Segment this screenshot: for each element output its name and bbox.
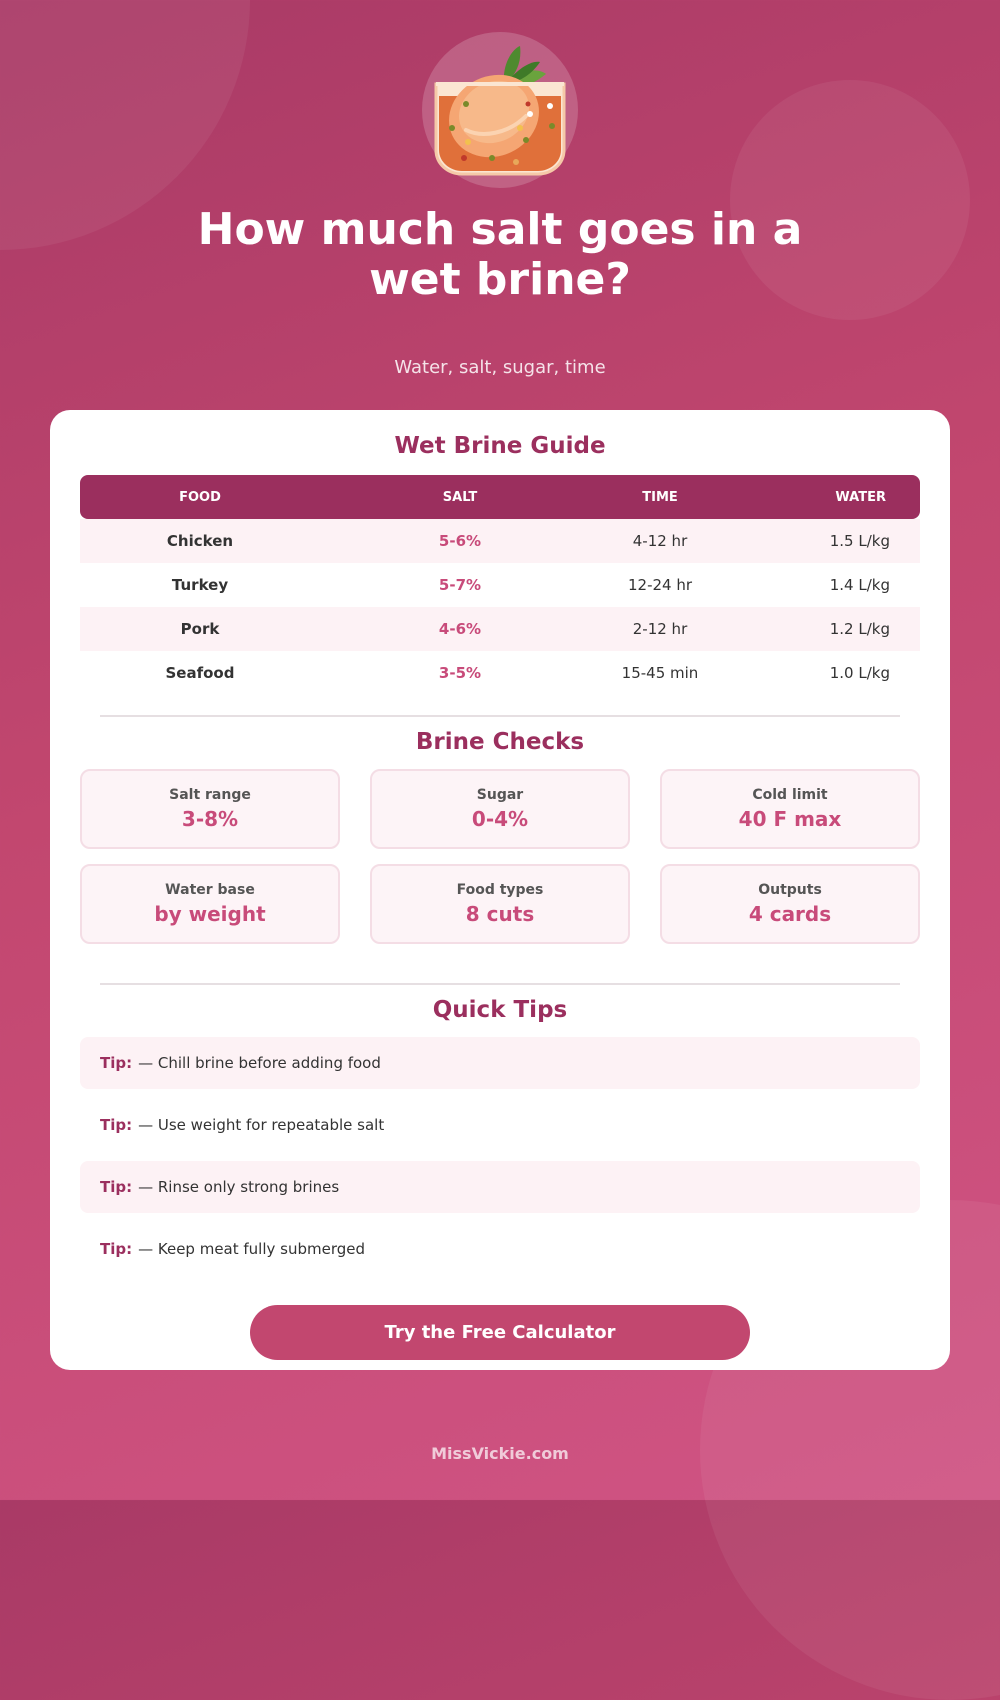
table-row bbox=[80, 607, 920, 651]
cell-food: Seafood bbox=[165, 664, 235, 682]
cell-water: 1.0 L/kg bbox=[829, 664, 890, 682]
check-label: Cold limit bbox=[752, 787, 828, 803]
section-title-brine-checks: Brine Checks bbox=[415, 729, 585, 755]
check-value: 8 cuts bbox=[465, 902, 535, 926]
check-label: Salt range bbox=[169, 787, 251, 803]
cell-time: 15-45 min bbox=[621, 664, 699, 682]
table-row bbox=[80, 651, 920, 695]
tip-label: Tip: bbox=[100, 1178, 133, 1196]
tip-label: Tip: bbox=[100, 1116, 133, 1134]
cell-time: 12-24 hr bbox=[627, 576, 693, 594]
list-item bbox=[80, 1037, 920, 1089]
tip-label: Tip: bbox=[100, 1054, 133, 1072]
cell-food: Pork bbox=[180, 620, 220, 638]
brine-jar-icon bbox=[422, 32, 578, 188]
tip-text: — Use weight for repeatable salt bbox=[138, 1116, 385, 1134]
cell-time: 2-12 hr bbox=[632, 620, 688, 638]
check-label: Outputs bbox=[758, 882, 822, 898]
table-row bbox=[80, 519, 920, 563]
column-header-water: WATER bbox=[835, 489, 886, 505]
cell-salt: 3-5% bbox=[438, 664, 482, 682]
check-value: 0-4% bbox=[471, 807, 529, 831]
section-title-quick-tips: Quick Tips bbox=[432, 997, 568, 1023]
cell-time: 4-12 hr bbox=[632, 532, 688, 550]
brine-checks-grid bbox=[80, 769, 920, 944]
page-subtitle: Water, salt, sugar, time bbox=[394, 357, 606, 378]
check-label: Sugar bbox=[476, 787, 524, 803]
cell-food: Chicken bbox=[166, 532, 234, 550]
cell-water: 1.2 L/kg bbox=[829, 620, 890, 638]
check-card-food-types bbox=[370, 864, 630, 944]
check-label: Food types bbox=[456, 882, 544, 898]
cell-water: 1.5 L/kg bbox=[829, 532, 890, 550]
tip-text: — Keep meat fully submerged bbox=[138, 1240, 366, 1258]
page-title: How much salt goes in a wet brine? bbox=[197, 204, 803, 305]
check-value: 3-8% bbox=[181, 807, 239, 831]
cell-salt: 5-7% bbox=[438, 576, 482, 594]
list-item bbox=[80, 1099, 920, 1151]
cell-water: 1.4 L/kg bbox=[829, 576, 890, 594]
list-item bbox=[80, 1223, 920, 1275]
check-value: by weight bbox=[154, 902, 266, 926]
check-label: Water base bbox=[165, 882, 255, 898]
table-row bbox=[80, 563, 920, 607]
table-header bbox=[80, 475, 920, 519]
brine-guide-card bbox=[50, 410, 950, 1370]
brine-table bbox=[80, 475, 920, 695]
check-card-salt-range bbox=[80, 769, 340, 849]
list-item bbox=[80, 1161, 920, 1213]
column-header-salt: SALT bbox=[442, 489, 478, 505]
cell-food: Turkey bbox=[171, 576, 229, 594]
free-calculator-button[interactable]: Try the Free Calculator bbox=[250, 1305, 750, 1360]
check-card-cold-limit bbox=[660, 769, 920, 849]
tip-label: Tip: bbox=[100, 1240, 133, 1258]
check-value: 4 cards bbox=[748, 902, 832, 926]
cell-salt: 4-6% bbox=[438, 620, 482, 638]
check-value: 40 F max bbox=[738, 807, 842, 831]
quick-tips-list bbox=[80, 1037, 920, 1285]
check-card-sugar bbox=[370, 769, 630, 849]
tip-text: — Chill brine before adding food bbox=[138, 1054, 381, 1072]
check-card-outputs bbox=[660, 864, 920, 944]
section-divider bbox=[100, 715, 900, 717]
section-title-wet-brine-guide: Wet Brine Guide bbox=[394, 433, 606, 459]
section-divider bbox=[100, 983, 900, 985]
column-header-time: TIME bbox=[642, 489, 678, 505]
column-header-food: FOOD bbox=[179, 489, 221, 505]
footer-site-name: MissVickie.com bbox=[431, 1444, 569, 1463]
tip-text: — Rinse only strong brines bbox=[138, 1178, 340, 1196]
cell-salt: 5-6% bbox=[438, 532, 482, 550]
check-card-water-base bbox=[80, 864, 340, 944]
